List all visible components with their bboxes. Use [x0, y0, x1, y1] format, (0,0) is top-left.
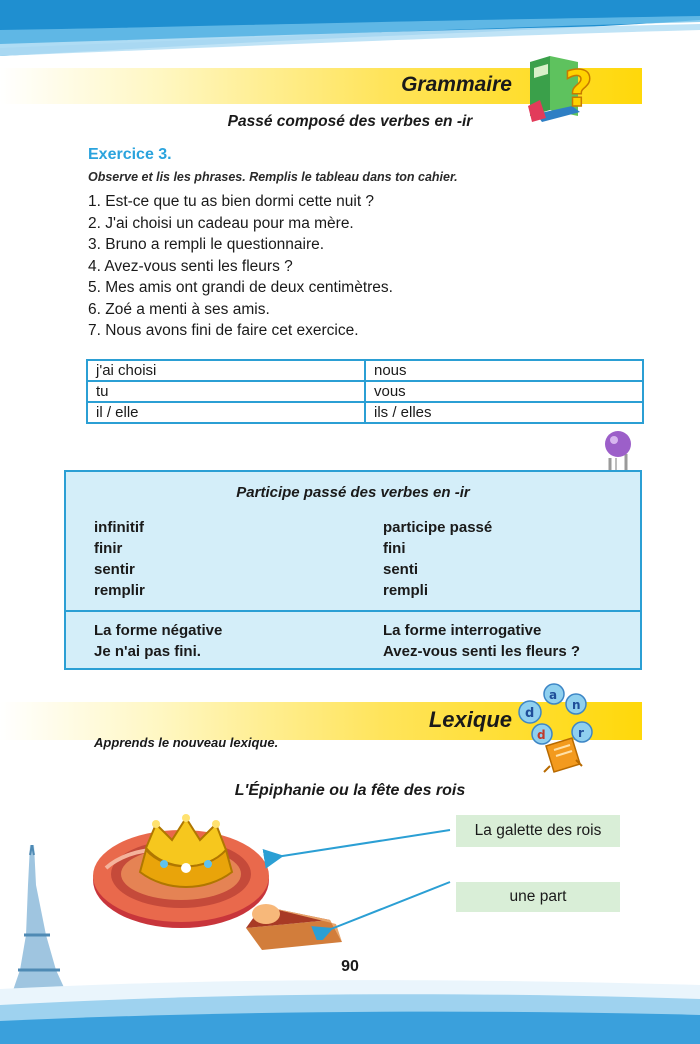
lexique-title: Lexique	[428, 707, 512, 732]
interrogative-header: La forme interrogative	[383, 622, 542, 639]
interrogative-example: Avez-vous senti les fleurs ?	[383, 643, 581, 660]
galette-label: La galette des rois	[456, 815, 620, 847]
list-item: 4. Avez-vous senti les fleurs ?	[88, 257, 293, 275]
negative-form	[94, 620, 222, 662]
arrow-part	[326, 882, 450, 931]
list-item: sentir	[94, 561, 135, 578]
interrogative-form	[383, 620, 580, 662]
list-item: 3. Bruno a rempli le questionnaire.	[88, 236, 325, 253]
table-cell: tu	[87, 381, 365, 402]
exercise-title: Exercice 3.	[88, 146, 172, 163]
arrow-galette	[276, 830, 450, 857]
table-cell: j'ai choisi	[87, 360, 365, 381]
table-row	[87, 402, 643, 423]
list-item: senti	[383, 561, 419, 578]
list-item: fini	[383, 540, 406, 557]
list-item: 2. J'ai choisi un cadeau pour ma mère.	[88, 214, 354, 232]
participle-title: Participe passé des verbes en -ir	[236, 484, 470, 501]
book-question-icon	[520, 44, 600, 124]
lexique-instruction: Apprends le nouveau lexique.	[94, 735, 279, 750]
page-number: 90	[341, 958, 359, 975]
table-cell: vous	[365, 381, 643, 402]
list-item: 7. Nous avons fini de faire cet exercice.	[88, 322, 359, 339]
list-item: 5. Mes amis ont grandi de deux centimètres.	[88, 279, 393, 296]
svg-text:d: d	[537, 728, 546, 742]
infinitive-header: infinitif	[94, 519, 144, 536]
participle-header: participe passé	[383, 519, 493, 536]
exercise-sentences	[88, 191, 393, 342]
negative-header: La forme négative	[94, 622, 223, 639]
list-item: 1. Est-ce que tu as bien dormi cette nuit ?	[88, 193, 375, 210]
bottom-decorative-band	[0, 975, 700, 1044]
list-item: rempli	[383, 582, 429, 599]
svg-text:a: a	[549, 688, 558, 702]
grammar-title: Grammaire	[401, 73, 512, 96]
svg-text:n: n	[572, 698, 581, 712]
grammar-subtitle: Passé composé des verbes en -ir	[227, 113, 473, 130]
list-item: remplir	[94, 582, 145, 599]
table-row	[87, 360, 643, 381]
svg-text:?: ?	[564, 60, 594, 118]
participle-divider	[64, 610, 642, 612]
arrows	[260, 820, 460, 940]
table-row	[87, 381, 643, 402]
epiphanie-title: L'Épiphanie ou la fête des rois	[234, 782, 466, 799]
list-item: 6. Zoé a menti à ses amis.	[88, 300, 270, 318]
table-cell: ils / elles	[365, 402, 643, 423]
table-cell: nous	[365, 360, 643, 381]
svg-text:r: r	[578, 726, 584, 740]
exercise-instruction: Observe et lis les phrases. Remplis le tableau dans ton cahier.	[88, 170, 458, 184]
svg-text:d: d	[525, 706, 535, 721]
negative-example: Je n'ai pas fini.	[94, 643, 201, 660]
part-label: une part	[456, 882, 620, 912]
participle-column	[383, 517, 492, 601]
table-cell: il / elle	[87, 402, 365, 423]
infinitive-column	[94, 517, 145, 601]
conjugation-table	[86, 359, 644, 424]
letters-book-icon	[510, 680, 604, 776]
list-item: finir	[94, 540, 123, 557]
